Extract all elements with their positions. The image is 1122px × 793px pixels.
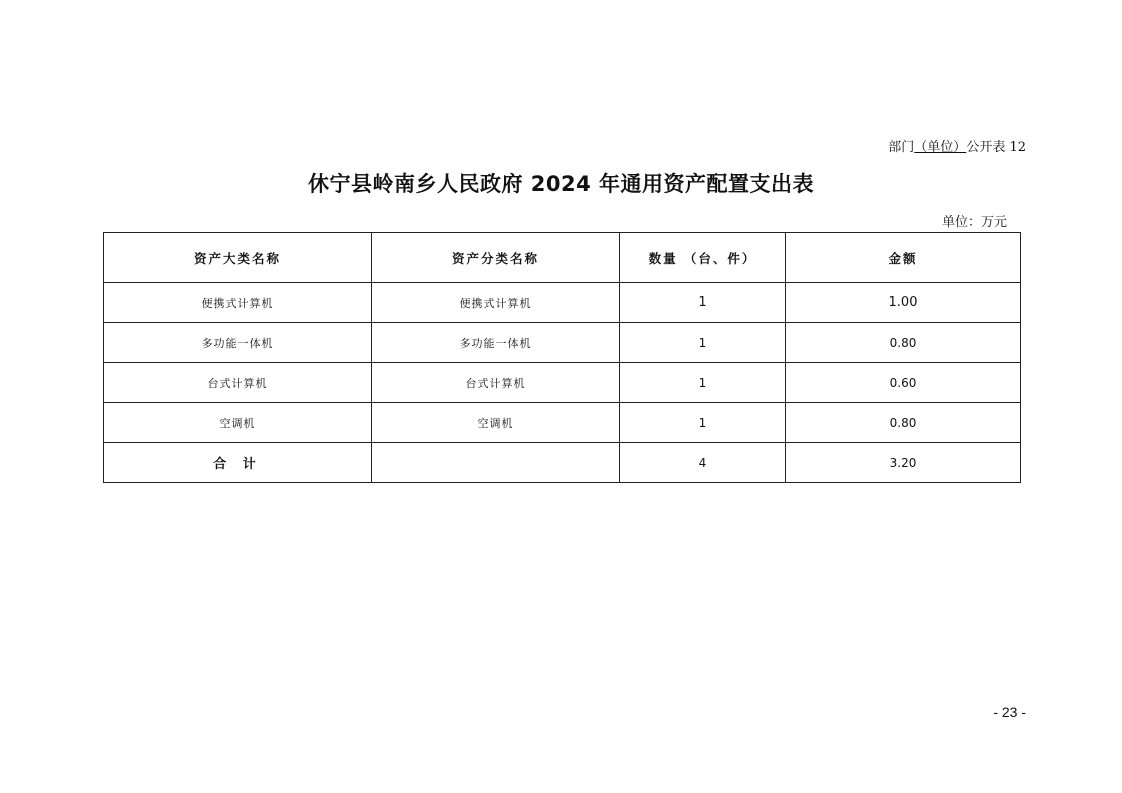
asset-table xyxy=(103,232,1021,483)
form-number xyxy=(888,136,1026,155)
cell-subcategory: 多功能一体机 xyxy=(372,323,620,363)
column-header-category: 资产大类名称 xyxy=(104,233,372,283)
cell-quantity: 1 xyxy=(620,323,786,363)
table-row xyxy=(104,283,1021,323)
form-number-unit: （单位） xyxy=(914,140,967,155)
cell-quantity: 1 xyxy=(620,283,786,323)
cell-category: 便携式计算机 xyxy=(104,283,372,323)
cell-category: 多功能一体机 xyxy=(104,323,372,363)
total-label: 合 计 xyxy=(104,443,372,483)
cell-quantity: 1 xyxy=(620,403,786,443)
column-header-subcategory: 资产分类名称 xyxy=(372,233,620,283)
page-number: - 23 - xyxy=(993,704,1026,720)
table-row xyxy=(104,323,1021,363)
cell-subcategory: 便携式计算机 xyxy=(372,283,620,323)
table-row xyxy=(104,363,1021,403)
unit-label: 单位：万元 xyxy=(941,215,1007,230)
cell-category: 台式计算机 xyxy=(104,363,372,403)
form-number-suffix: 公开表 12 xyxy=(966,140,1026,155)
form-number-prefix: 部门 xyxy=(888,140,915,155)
total-amount: 3.20 xyxy=(786,443,1021,483)
table-total-row xyxy=(104,443,1021,483)
column-header-amount: 金额 xyxy=(786,233,1021,283)
column-header-quantity: 数量 （台、件） xyxy=(620,233,786,283)
total-quantity: 4 xyxy=(620,443,786,483)
cell-subcategory: 空调机 xyxy=(372,403,620,443)
total-subcategory xyxy=(372,443,620,483)
cell-amount: 0.80 xyxy=(786,403,1021,443)
cell-category: 空调机 xyxy=(104,403,372,443)
table-row xyxy=(104,403,1021,443)
cell-quantity: 1 xyxy=(620,363,786,403)
page-title: 休宁县岭南乡人民政府 2024 年通用资产配置支出表 xyxy=(307,172,815,196)
cell-subcategory: 台式计算机 xyxy=(372,363,620,403)
cell-amount: 0.80 xyxy=(786,323,1021,363)
table-header-row xyxy=(104,233,1021,283)
cell-amount: 1.00 xyxy=(786,283,1021,323)
cell-amount: 0.60 xyxy=(786,363,1021,403)
